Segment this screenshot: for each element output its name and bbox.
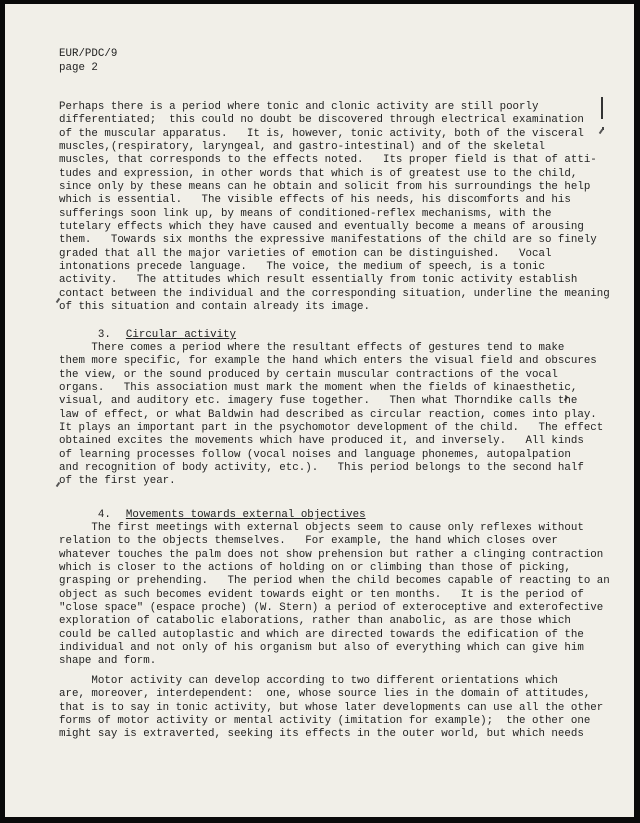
document-page <box>5 4 634 817</box>
document-reference: EUR/PDC/9 <box>59 48 118 60</box>
paragraph: There comes a period where the resultant effects of gestures tend to make them more specific, for example the hand which enters the visual field and obscures the view, or the sound produced by certain muscular contractions of the vocal organs. This association must mark the moment when the fields of kinaesthetic, visual, and auditory etc. imagery fuse together. Then what Thorndike calls the law of effect, or what Baldwin had described as circular reaction, comes into play. It plays an important part in the psychomotor development of the child. The effect obtained excites the movements which have produced it, and inversely. All kinds of learning processes follow (vocal noises and language phonemes, autopalpation and recognition of body activity, etc.). This period belongs to the second half of the first year. <box>59 342 604 488</box>
paragraph: Perhaps there is a period where tonic and clonic activity are still poorly differentiated; this could no doubt be discovered through electrical examination of the muscular apparatus. It is, however, tonic activity, both of the visceral muscles,(respiratory, laryngeal, and gastro-intestinal) and of the skeletal muscles, that corresponds to the effects noted. Its proper field is that of atti- tudes and expression, in other words that which is of greatest use to the child, since only by these means can he obtain and solicit from his surroundings the help which is essential. The visible effects of his needs, his discomforts and his sufferings soon link up, by means of conditioned-reflex mechanisms, with the tutelary effects which they have caused and eventually become a means of arousing them. Towards six months the expressive manifestations of the child are so finely graded that all the major varieties of emotion can be distinguished. Vocal intonations precede language. The voice, the medium of speech, is a tonic activity. The attitudes which result essentially from tonic activity establish contact between the individual and the corresponding situation, underline the meaning of this situation and contain already its image. <box>59 101 610 314</box>
section-number: 4. <box>97 509 111 522</box>
paragraph: The first meetings with external objects seem to cause only reflexes without relation to the objects themselves. For example, the hand which closes over whatever touches the palm does not show prehension but rather a clinging contraction which is closer to the actions of holding on or climbing than those of picking, grasping or prehending. The period when the child becomes capable of reacting to an object as such becomes evident towards eight or ten months. It is the period of "close space" (espace proche) (W. Stern) a period of exteroceptive and exterofective exploration of catabolic elaborations, rather than anabolic, as are those which could be called autoplastic and which are directed towards the edification of the individual and not only of his organism but also of everything which can give him shape and form. <box>59 522 610 668</box>
section-title: Movements towards external objectives <box>125 509 366 522</box>
page-number: page 2 <box>59 62 98 74</box>
document-body <box>59 48 610 741</box>
section-title: Circular activity <box>125 329 237 342</box>
paragraph: Motor activity can develop according to two different orientations which are, moreover, interdependent: one, whose source lies in the domain of attitudes, that is to say in tonic activity, but whose later developments can use all the other forms of motor activity or mental activity (imitation for example); the other one might say is extraverted, seeking its effects in the outer world, but which needs <box>59 675 604 741</box>
section-number: 3. <box>97 329 111 342</box>
